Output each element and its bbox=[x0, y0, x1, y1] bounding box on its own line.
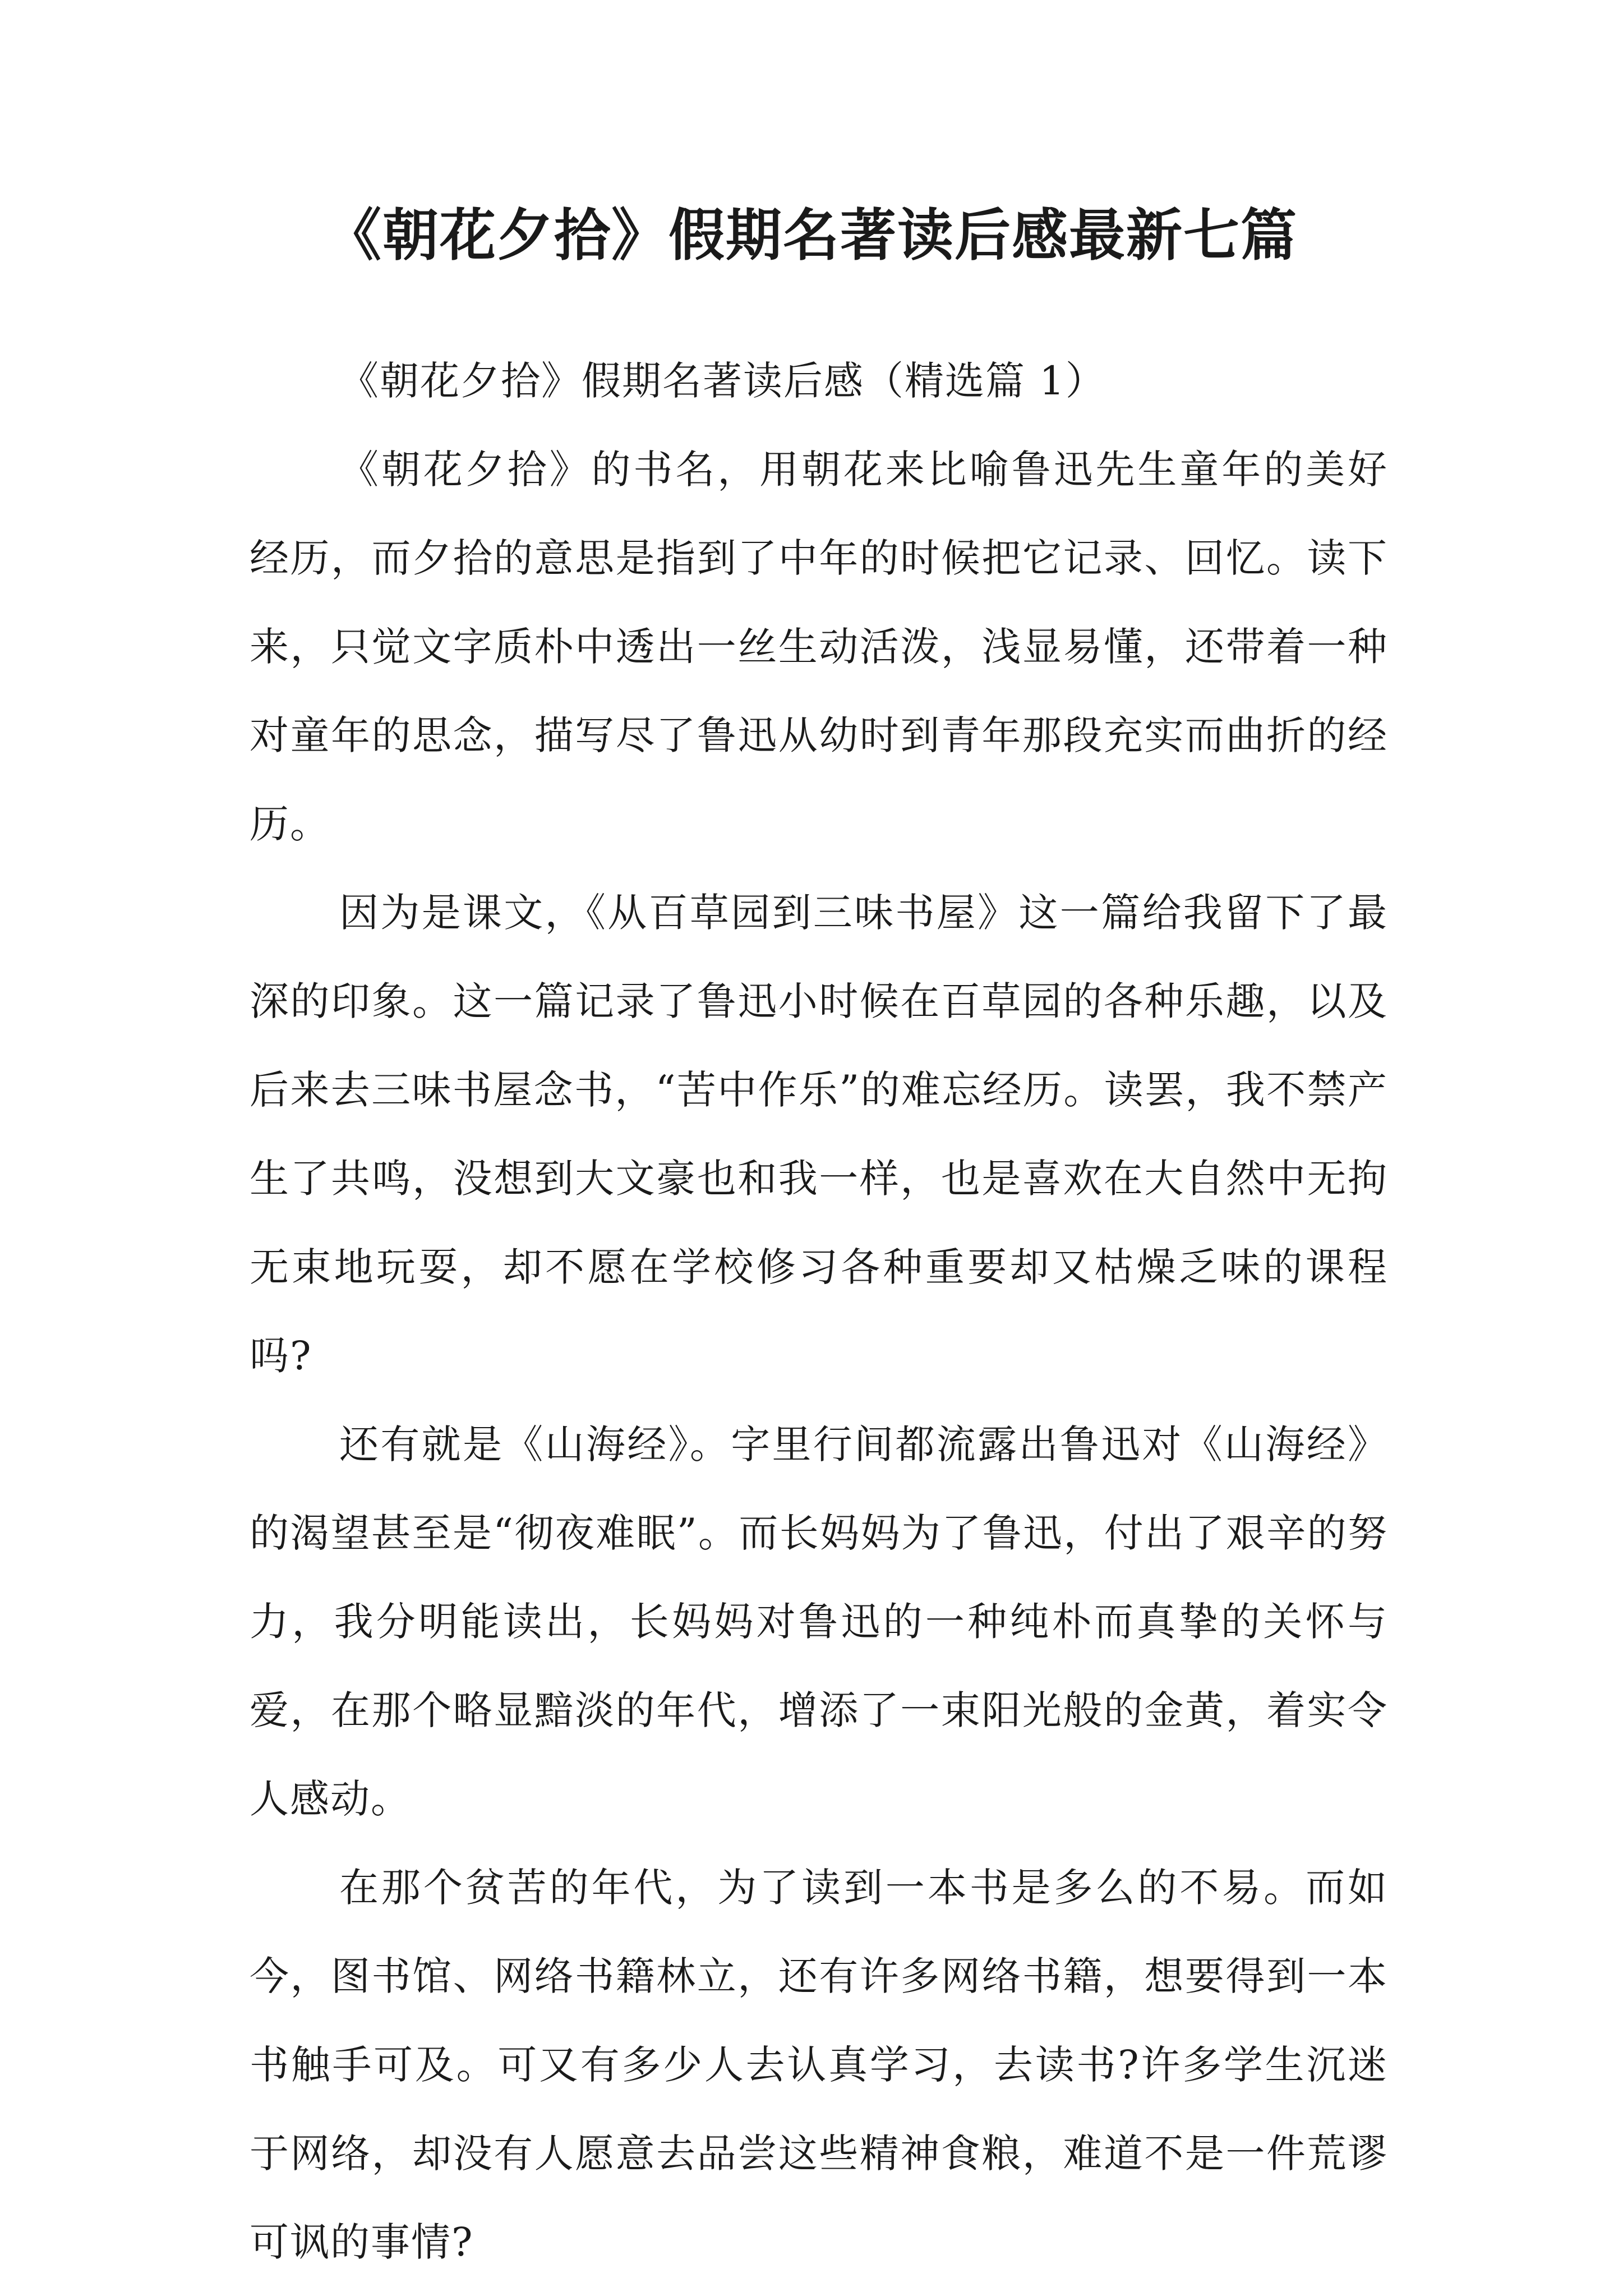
section-heading: 《朝花夕拾》假期名著读后感（精选篇 1） bbox=[339, 358, 1106, 404]
document-body bbox=[250, 337, 1388, 2286]
paragraph-2: 因为是课文，《从百草园到三味书屋》这一篇给我留下了最深的印象。这一篇记录了鲁迅小时候在百草园的各种乐趣，以及后来去三味书屋念书，“苦中作乐”的难忘经历。读罢，我不禁产生了共鸣，没想到大文豪也和我一样，也是喜欢在大自然中无拘无束地玩耍，却不愿在学校修习各种重要却又枯燥乏味的课程吗? bbox=[250, 890, 1388, 1379]
page-title: 《朝花夕拾》假期名著读后感最新七篇 bbox=[325, 203, 1298, 268]
paragraph-3: 还有就是《山海经》。字里行间都流露出鲁迅对《山海经》的渴望甚至是“彻夜难眠”。而长妈妈为了鲁迅，付出了艰辛的努力，我分明能读出，长妈妈对鲁迅的一种纯朴而真挚的关怀与爱，在那个略显黯淡的年代，增添了一束阳光般的金黄，着实令人感动。 bbox=[250, 1421, 1388, 1822]
paragraph-1: 《朝花夕拾》的书名，用朝花来比喻鲁迅先生童年的美好经历，而夕拾的意思是指到了中年的时候把它记录、回忆。读下来，只觉文字质朴中透出一丝生动活泼，浅显易懂，还带着一种对童年的思念，描写尽了鲁迅从幼时到青年那段充实而曲折的经历。 bbox=[250, 447, 1388, 847]
paragraph-4: 在那个贫苦的年代，为了读到一本书是多么的不易。而如今，图书馆、网络书籍林立，还有许多网络书籍，想要得到一本书触手可及。可又有多少人去认真学习，去读书?许多学生沉迷于网络，却没有人愿意去品尝这些精神食粮，难道不是一件荒谬可讽的事情? bbox=[250, 1865, 1388, 2265]
